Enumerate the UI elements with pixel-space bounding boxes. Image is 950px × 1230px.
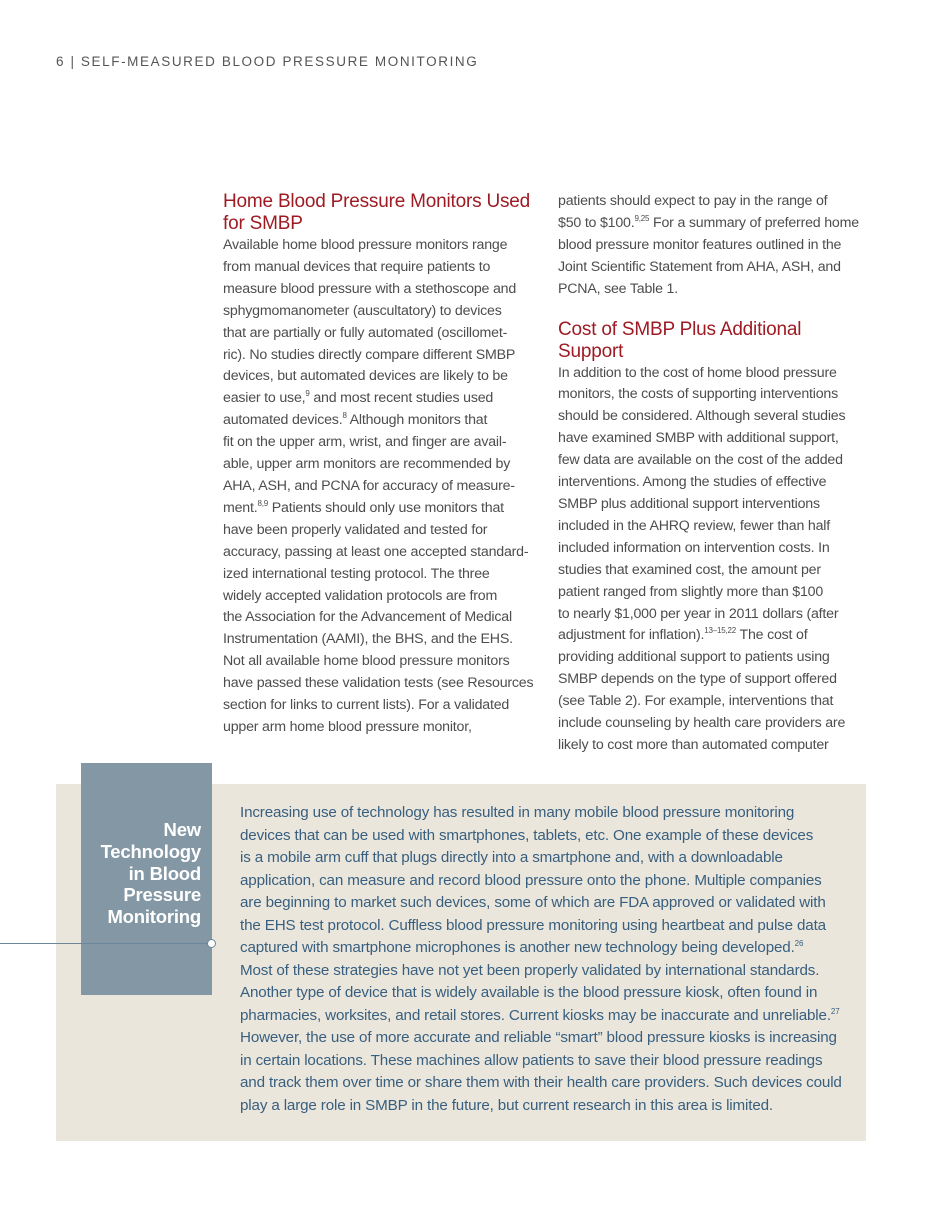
home-monitors-paragraph <box>223 235 533 739</box>
running-head: 6 | SELF-MEASURED BLOOD PRESSURE MONITORING <box>56 54 479 69</box>
heading-line: Home Blood Pressure Monitors Used <box>223 191 531 212</box>
sidebar-title-line: in Blood <box>128 862 201 884</box>
text-line: providing additional support to patients using <box>558 649 830 666</box>
text-run: ment. <box>223 499 258 516</box>
text-line: Available home blood pressure monitors range <box>223 237 508 253</box>
text-line: have examined SMBP with additional support, <box>558 430 839 447</box>
sidebar-title-line: Technology <box>100 840 201 862</box>
text-line: SMBP depends on the type of support offered <box>558 671 837 688</box>
text-line: Joint Scientific Statement from AHA, ASH, and <box>558 258 841 275</box>
text-line: PCNA, see Table 1. <box>558 280 678 297</box>
sidebar-title-block <box>81 763 212 995</box>
text-line: devices, but automated devices are likely to be <box>223 368 508 385</box>
text-line: (see Table 2). For example, interventions that <box>558 693 834 710</box>
sidebar-title-line: Monitoring <box>107 906 201 928</box>
text-line: accuracy, passing at least one accepted standard- <box>223 543 529 560</box>
text-line: have passed these validation tests (see Resources <box>223 675 534 692</box>
text-line: Instrumentation (AAMI), the BHS, and the EHS. <box>223 631 513 648</box>
text-run: Although monitors that <box>346 412 488 429</box>
text-run: captured with smartphone microphones is another new technology being developed. <box>240 939 795 956</box>
text-run: automated devices. <box>223 412 343 429</box>
text-line: should be considered. Although several studies <box>558 408 846 425</box>
text-run: and most recent studies used <box>309 390 494 407</box>
text-line <box>558 213 868 235</box>
citation-superscript: 9,25 <box>634 213 650 223</box>
text-line <box>558 625 868 647</box>
sidebar-title-line: New <box>163 819 201 840</box>
citation-superscript: 13–15,22 <box>704 626 736 636</box>
text-run: pharmacies, worksites, and retail stores. Current kiosks may be inaccurate and unreliable. <box>240 1006 831 1024</box>
text-run: adjustment for inflation). <box>558 627 705 644</box>
text-line: ized international testing protocol. The three <box>223 565 490 582</box>
citation-superscript: 26 <box>794 939 804 948</box>
text-line: upper arm home blood pressure monitor, <box>223 718 472 735</box>
text-line: AHA, ASH, and PCNA for accuracy of measure- <box>223 477 515 494</box>
sidebar-title <box>81 819 201 928</box>
text-line: and track them over time or share them with their health care providers. Such devices could <box>240 1074 842 1091</box>
text-line: However, the use of more accurate and reliable “smart” blood pressure kiosks is increasing <box>240 1029 837 1046</box>
text-line: In addition to the cost of home blood pressure <box>558 364 837 381</box>
left-column <box>223 191 533 739</box>
text-line <box>223 410 533 432</box>
sidebar-body <box>240 802 850 1117</box>
text-line: measure blood pressure with a stethoscope and <box>223 280 517 297</box>
heading-line: for SMBP <box>223 213 303 234</box>
text-run: easier to use, <box>223 390 306 407</box>
text-line: Most of these strategies have not yet been properly validated by international standards. <box>240 961 820 979</box>
text-line: few data are available on the cost of the added <box>558 452 843 469</box>
text-line: studies that examined cost, the amount per <box>558 561 821 578</box>
section-heading-home-monitors <box>223 191 533 235</box>
text-run: $50 to $100. <box>558 214 635 231</box>
citation-superscript: 27 <box>830 1006 840 1016</box>
text-line: included in the AHRQ review, fewer than half <box>558 517 830 534</box>
text-line: blood pressure monitor features outlined in the <box>558 236 842 253</box>
citation-superscript: 8,9 <box>257 498 269 508</box>
text-line: the EHS test protocol. Cuffless blood pressure monitoring using heartbeat and pulse data <box>240 916 826 934</box>
text-line: devices that can be used with smartphones, tablets, etc. One example of these devices <box>240 826 814 844</box>
citation-superscript: 8 <box>342 411 347 421</box>
connector-dot-icon <box>207 939 216 948</box>
text-line <box>223 498 533 520</box>
right-column <box>558 191 868 757</box>
connector-line <box>0 943 211 944</box>
citation-superscript: 9 <box>305 389 310 399</box>
text-line: that are partially or fully automated (oscillomet- <box>223 324 508 341</box>
text-line: interventions. Among the studies of effective <box>558 474 827 491</box>
text-line: have been properly validated and tested for <box>223 521 488 538</box>
text-line <box>240 937 850 960</box>
text-line: included information on intervention costs. In <box>558 539 830 556</box>
text-line: sphygmomanometer (auscultatory) to devices <box>223 302 502 319</box>
continuation-paragraph <box>558 191 868 301</box>
text-line: widely accepted validation protocols are from <box>223 587 498 604</box>
text-line <box>223 388 533 410</box>
text-line: Another type of device that is widely available is the blood pressure kiosk, often found in <box>240 984 818 1001</box>
text-line: is a mobile arm cuff that plugs directly into a smartphone and, with a downloadable <box>240 849 783 866</box>
text-line: able, upper arm monitors are recommended by <box>223 456 511 473</box>
text-line: include counseling by health care providers are <box>558 715 846 732</box>
text-line: patient ranged from slightly more than $100 <box>558 583 824 600</box>
text-line: the Association for the Advancement of Medical <box>223 609 512 626</box>
text-line: Not all available home blood pressure monitors <box>223 653 510 670</box>
cost-paragraph <box>558 363 868 757</box>
text-run: For a summary of preferred home <box>649 214 859 231</box>
text-line: monitors, the costs of supporting interventions <box>558 386 839 403</box>
text-line: Increasing use of technology has resulted in many mobile blood pressure monitoring <box>240 804 795 821</box>
text-line: section for links to current lists). For a validated <box>223 697 510 714</box>
sidebar-title-line: Pressure <box>123 884 201 906</box>
text-line <box>240 1005 850 1028</box>
text-line: from manual devices that require patients to <box>223 258 491 275</box>
text-line: in certain locations. These machines allow patients to save their blood pressure readings <box>240 1051 823 1069</box>
text-line: patients should expect to pay in the range of <box>558 193 828 209</box>
text-run: The cost of <box>736 627 808 644</box>
text-line: to nearly $1,000 per year in 2011 dollars (after <box>558 605 839 622</box>
text-line: application, can measure and record blood pressure onto the phone. Multiple companies <box>240 871 822 889</box>
text-line: SMBP plus additional support interventions <box>558 495 820 512</box>
text-run: Patients should only use monitors that <box>268 499 504 516</box>
section-heading-cost: Cost of SMBP Plus Additional Support <box>558 318 802 362</box>
text-line: play a large role in SMBP in the future, but current research in this area is limited. <box>240 1096 773 1114</box>
text-line: likely to cost more than automated computer <box>558 736 829 753</box>
text-line: fit on the upper arm, wrist, and finger are avail- <box>223 434 507 451</box>
text-line: are beginning to market such devices, some of which are FDA approved or validated with <box>240 894 826 911</box>
text-line: ric). No studies directly compare different SMBP <box>223 346 516 363</box>
